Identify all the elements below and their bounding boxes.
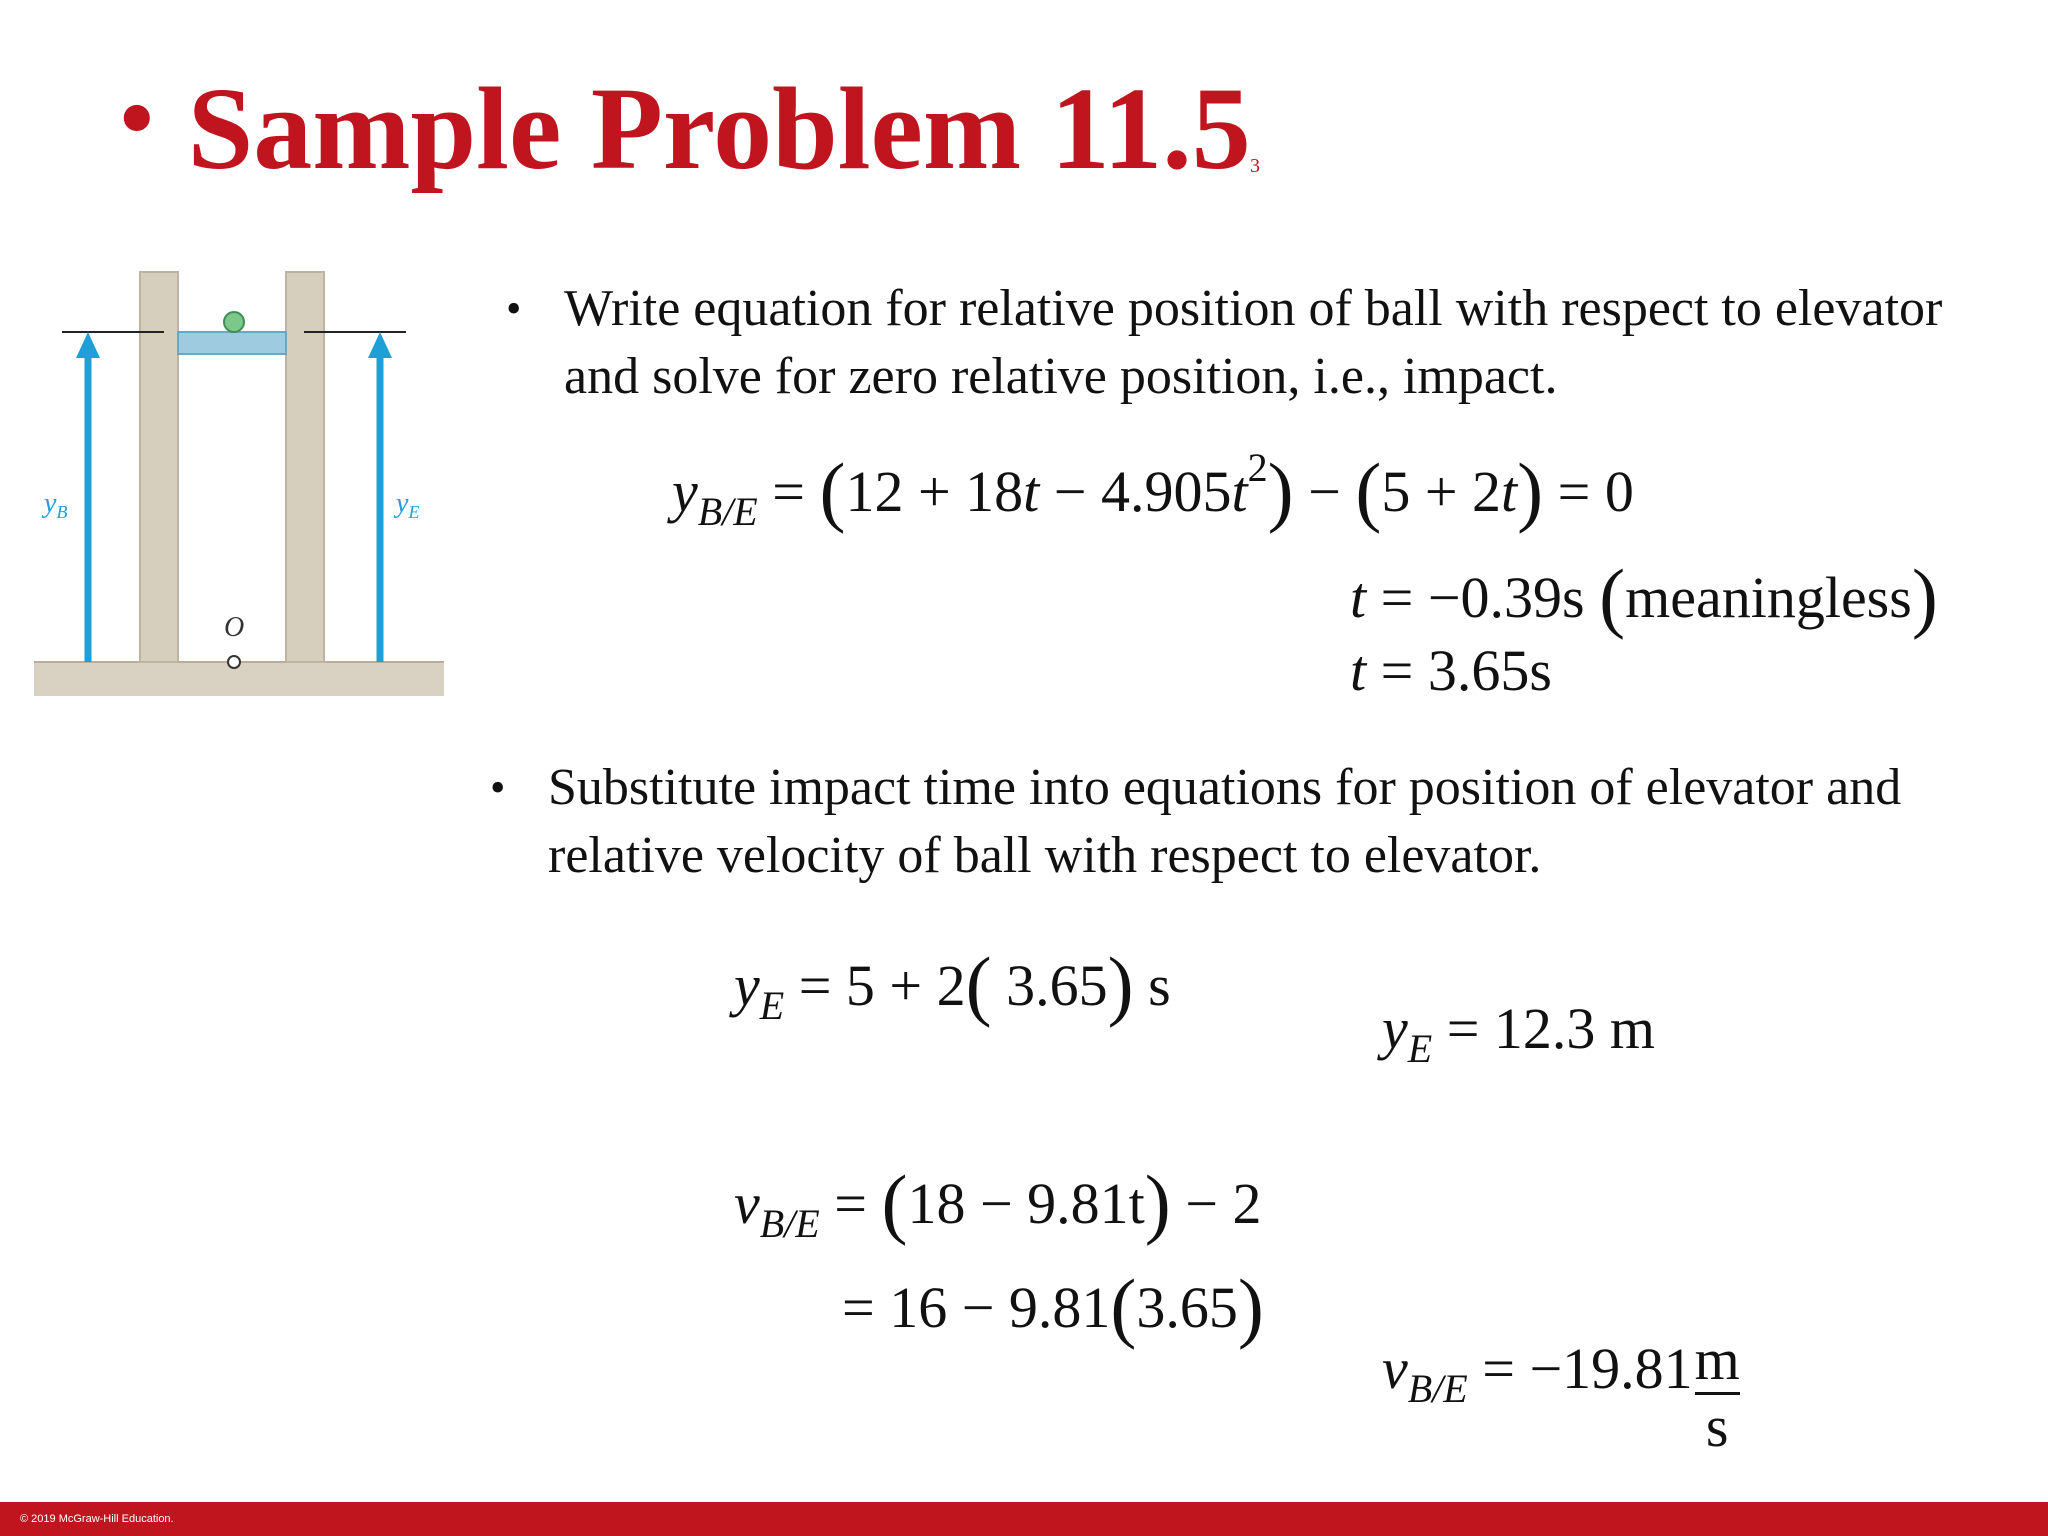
- eq-relative-position: $y_{B/E} = (12 + 18t - 4.905t^2) - (5 + 2t) = 0$: [672, 445, 1634, 534]
- eq-t-positive: t = 3.65s: [1350, 638, 1552, 703]
- bullet-dot: •: [506, 284, 522, 333]
- eq-yE-result: $y_E = 12.3$ m: [1382, 996, 1656, 1071]
- ground: [34, 662, 444, 696]
- eq-vBE-substituted: = 16 − 9.81(3.65): [842, 1263, 1264, 1350]
- title-text: Sample Problem 11.5: [187, 63, 1251, 194]
- label-yB: $y_B$: [44, 488, 68, 522]
- slide-number: 3: [1250, 155, 1260, 177]
- bullet-2: [490, 754, 1988, 890]
- eq-t-negative: t = −0.39s (meaningless): [1350, 553, 1938, 640]
- footer-bar: [0, 1502, 2048, 1536]
- ball: [224, 312, 244, 332]
- elevator-diagram: [34, 270, 444, 710]
- bullet-2-text: Substitute impact time into equations for position of elevator and relative velocity of ball with respect to elevator.: [548, 759, 1902, 884]
- right-shaft-wall: [286, 272, 324, 662]
- eq-vBE-result: $v_{B/E} = -19.81$ $\frac{m}{s}$: [1382, 1327, 1740, 1459]
- elevator-platform: [178, 332, 286, 354]
- copyright: © 2019 McGraw-Hill Education.: [20, 1513, 174, 1525]
- label-yE: $y_E$: [396, 488, 420, 522]
- eq-vBE-calc: $v_{B/E} = (18 - 9.81t) - 2$: [734, 1159, 1262, 1246]
- eq-yE-calc: $y_E = 5 + 2$( 3.65) s: [734, 941, 1171, 1028]
- slide-title: [120, 63, 1251, 194]
- bullet-1: [506, 275, 1964, 411]
- bullet-1-text: Write equation for relative position of ball with respect to elevator and solve for zero relative position, i.e., impact.: [564, 280, 1943, 405]
- unit-fraction: $\frac{m}{s}$: [1694, 1327, 1740, 1459]
- left-shaft-wall: [140, 272, 178, 662]
- bullet-dot: •: [490, 763, 506, 812]
- title-bullet: •: [120, 64, 154, 171]
- origin-point: [228, 656, 240, 668]
- label-origin: O: [224, 612, 245, 643]
